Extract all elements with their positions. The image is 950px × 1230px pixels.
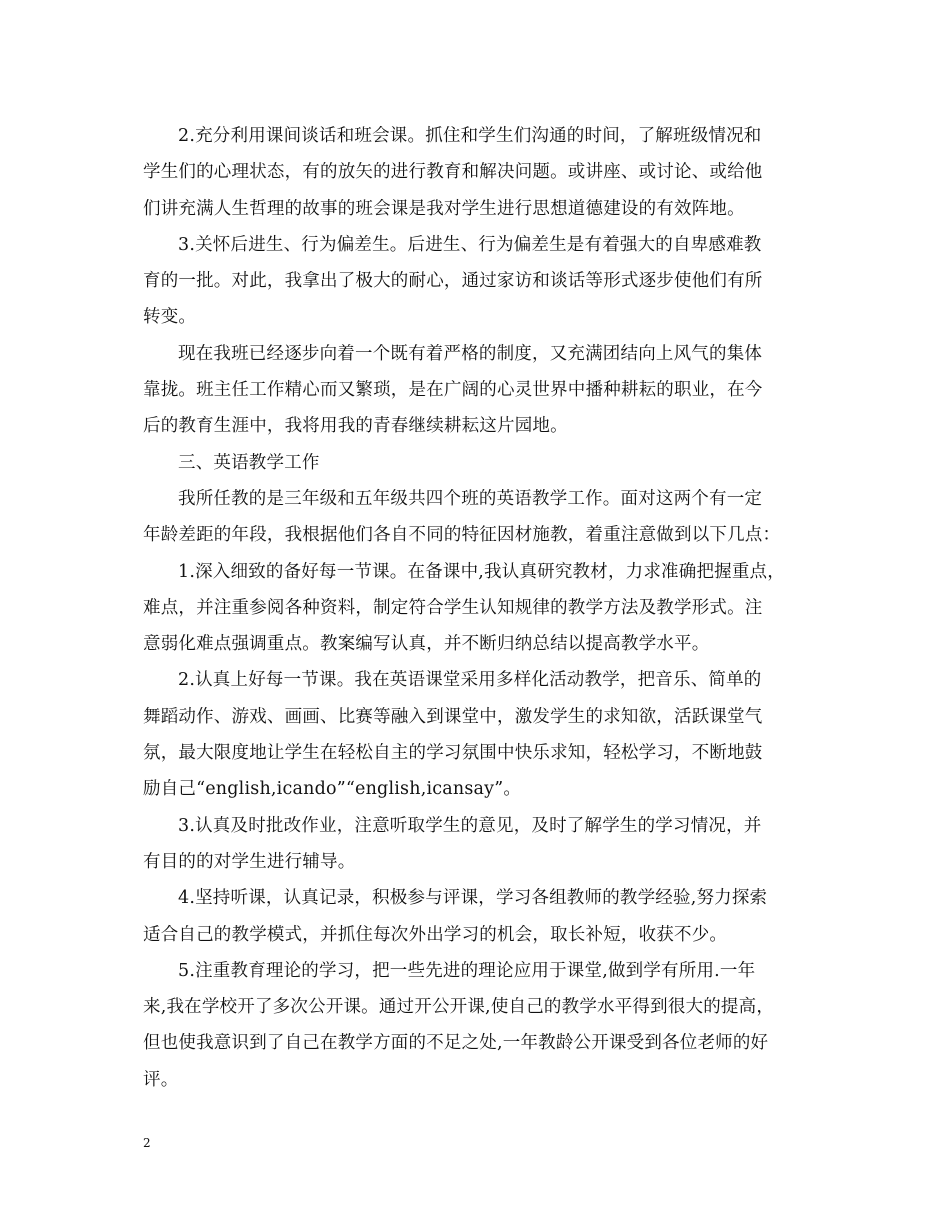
paragraph-class-status: 现在我班已经逐步向着一个既有着严格的制度，又充满团结向上风气的集体 靠拢。班主任工作精心而又繁琐，是在广阔的心灵世界中播种耕耘的职业，在今 后的教育生涯中，我将用我的青春继续耕耘这片园地。 [143,343,763,437]
paragraph-teaching-overview: 我所任教的是三年级和五年级共四个班的英语教学工作。面对这两个有一定 年龄差距的年段，我根据他们各自不同的特征因材施教，着重注意做到以下几点： [143,488,781,546]
paragraph-lesson-preparation: 1.深入细致的备好每一节课。在备课中,我认真研究教材，力求准确把握重点， 难点，并注重参阅各种资料，制定符合学生认知规律的教学方法及教学形式。注 意弱化难点强调重点。教案编写认真，并不断归纳总结以提高教学水平。 [143,561,785,655]
paragraph-struggling-students: 3.关怀后进生、行为偏差生。后进生、行为偏差生是有着强大的自卑感难教 育的一批。对此，我拿出了极大的耐心，通过家访和谈话等形式逐步使他们有所 转变。 [143,234,763,328]
section-heading-english-teaching: 三、英语教学工作 [178,452,320,473]
paragraph-homework-grading: 3.认真及时批改作业，注意听取学生的意见，及时了解学生的学习情况，并 有目的的对学生进行辅导。 [143,815,762,872]
document-body [143,118,813,1098]
page-number: 2 [143,1136,151,1150]
paragraph-education-theory: 5.注重教育理论的学习，把一些先进的理论应用于课堂,做到学有所用.一年 来,我在学校开了多次公开课。通过开公开课,使自己的教学水平得到很大的提高， 但也使我意识到了自己在教学方面的不足之处,一年教龄公开课受到各位老师的好 评。 [143,960,775,1090]
paragraph-lesson-delivery: 2.认真上好每一节课。我在英语课堂采用多样化活动教学，把音乐、简单的 舞蹈动作、游戏、画画、比赛等融入到课堂中，激发学生的求知欲，活跃课堂气 氛，最大限度地让学生在轻松自主的学习氛围中快乐求知，轻松学习，不断地鼓 励自己“english,icando”“english,icansay”。 [143,670,763,800]
paragraph-lesson-observation: 4.坚持听课，认真记录，积极参与评课，学习各组教师的教学经验,努力探索 适合自己的教学模式，并抓住每次外出学习的机会，取长补短，收获不少。 [143,888,768,945]
paragraph-class-meeting: 2.充分利用课间谈话和班会课。抓住和学生们沟通的时间，了解班级情况和 学生们的心理状态，有的放矢的进行教育和解决问题。或讲座、或讨论、或给他 们讲充满人生哲理的故事的班会课是我对学生进行思想道德建设的有效阵地。 [143,126,763,219]
